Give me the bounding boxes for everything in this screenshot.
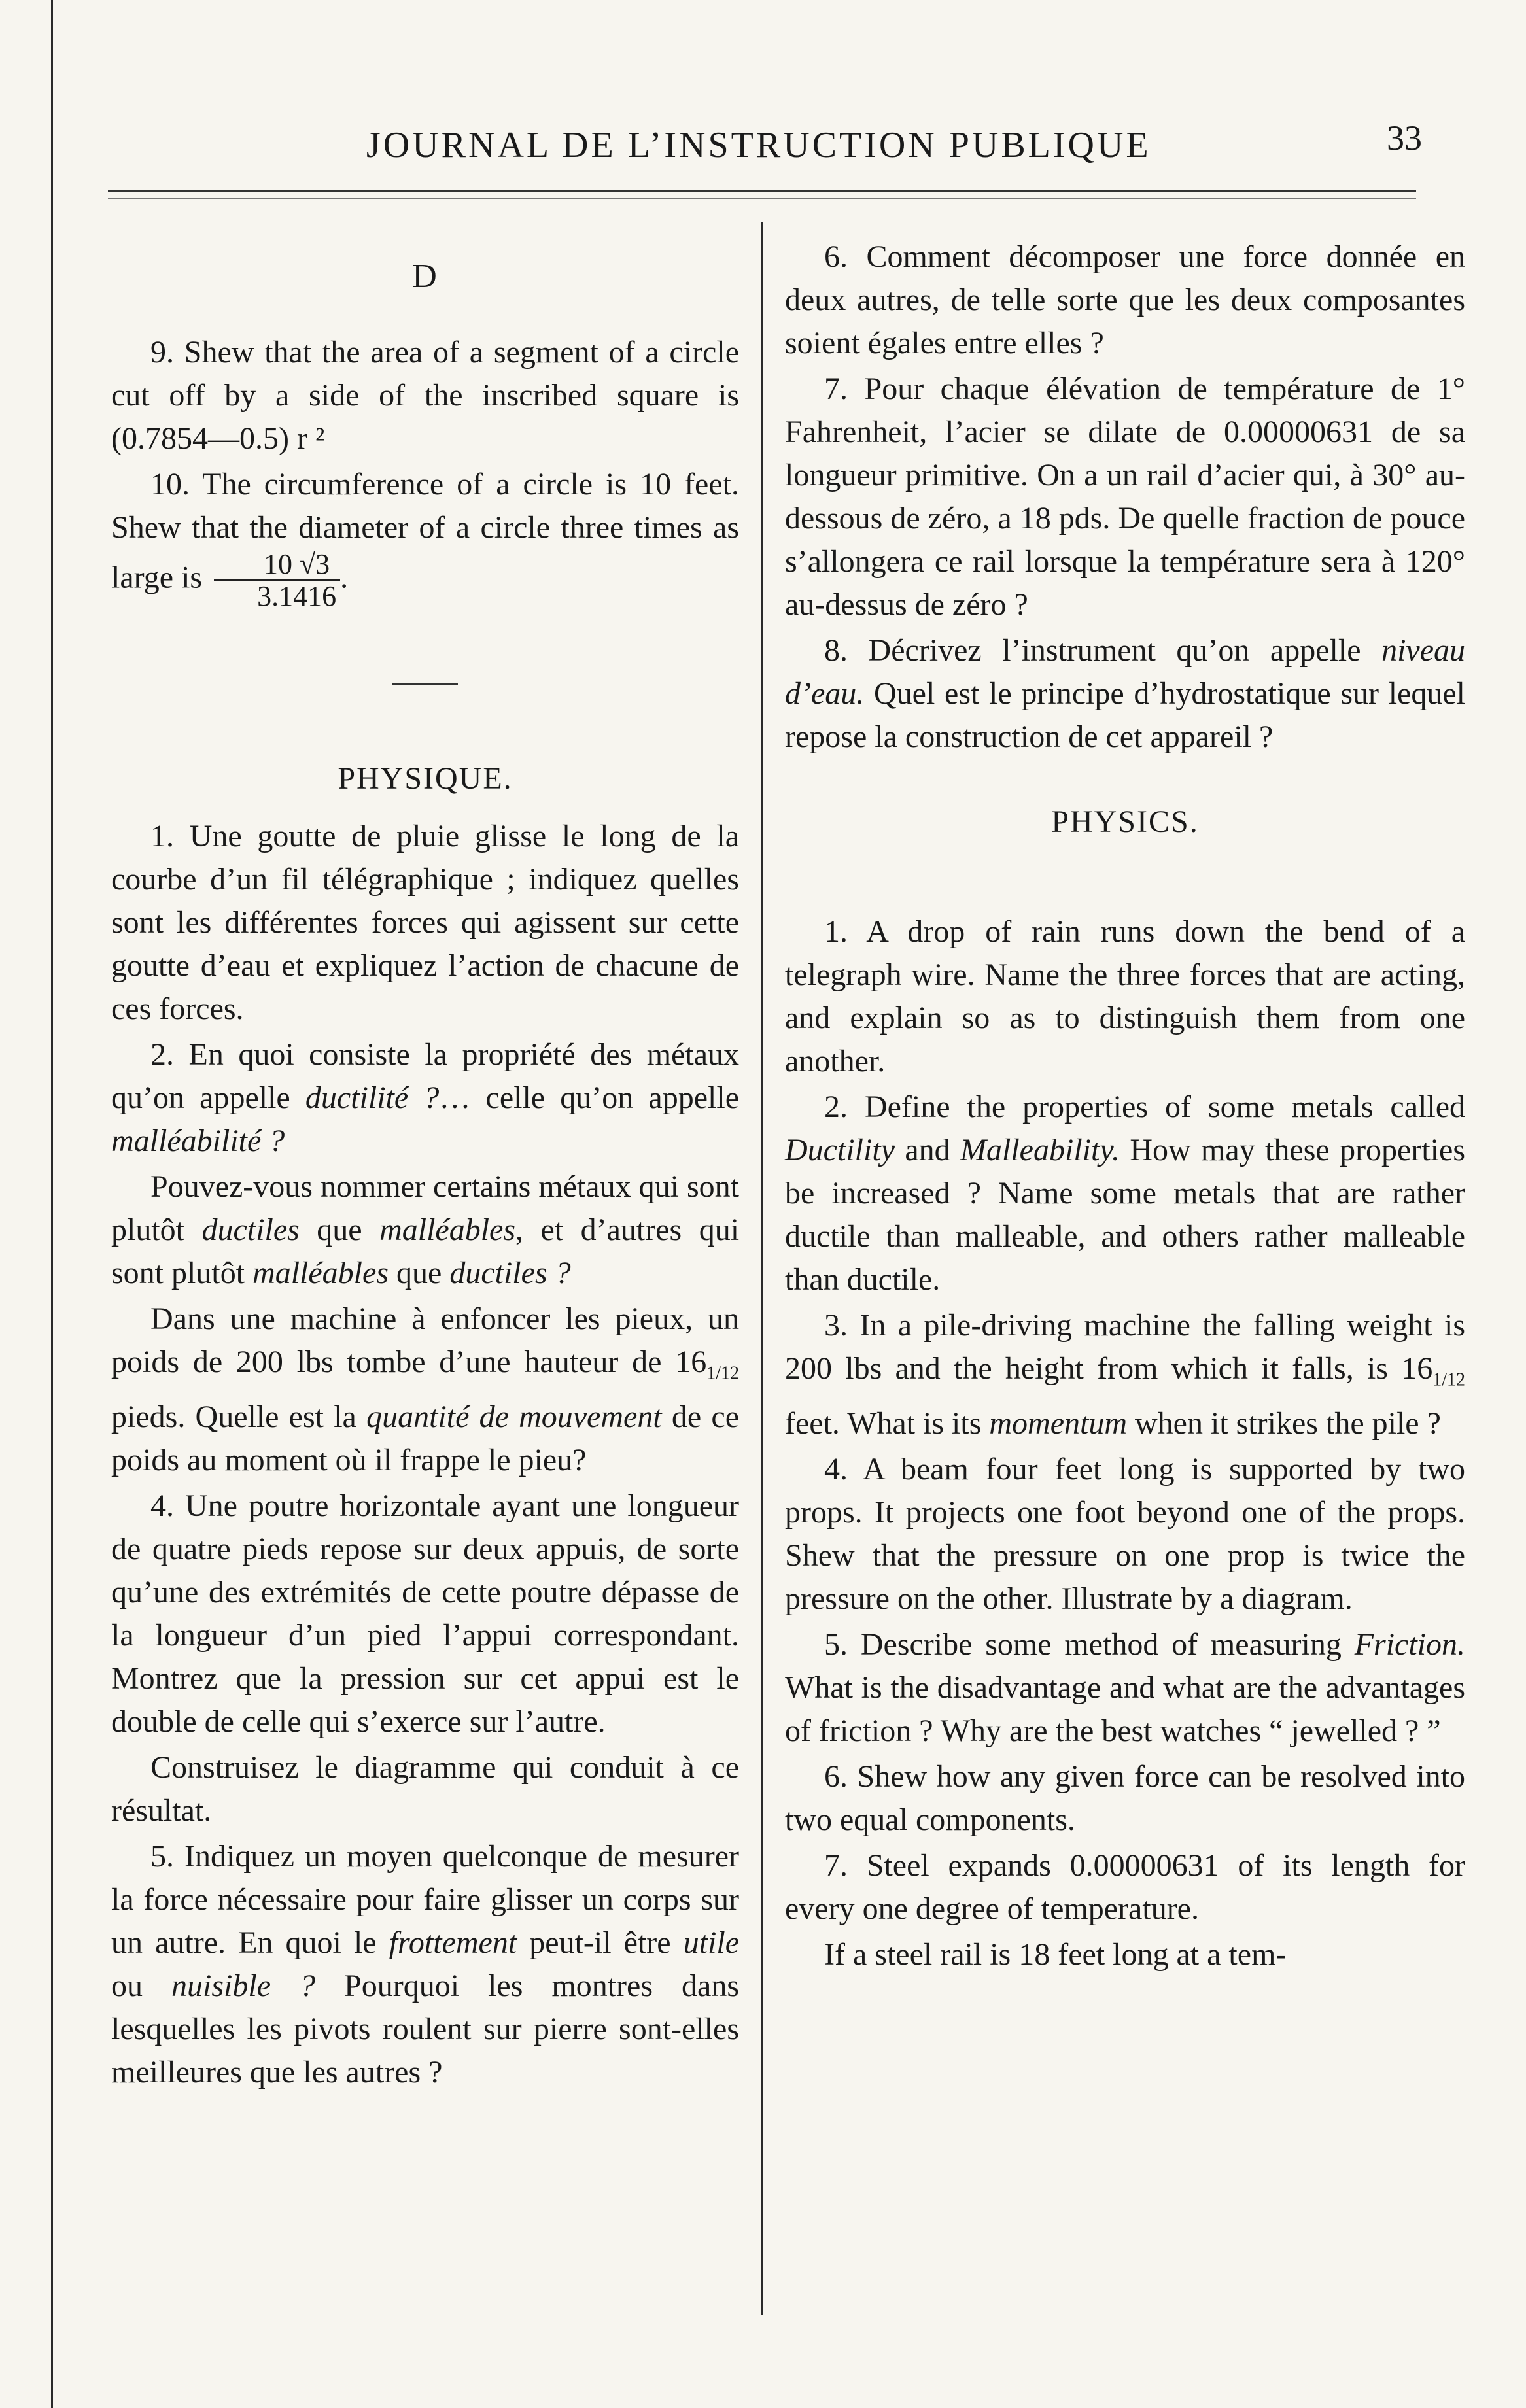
physics-question-6: 6. Shew how any given force can be resolved into two equal components. [785,1759,1465,1837]
running-header: JOURNAL DE L’INSTRUCTION PUBLIQUE [366,125,1151,165]
whole-part: 16 [675,1345,707,1379]
text-run: 5. Describe some method of measuring [824,1626,1342,1662]
left-column [111,235,739,2097]
left-margin-line [51,0,53,2408]
physique-question-4: 4. Une poutre horizontale ayant une longueur de quatre pieds repose sur deux appuis, de sorte qu’une des extrémités de cette poutre dépasse de la longueur d’un pied l’appui correspondant. Montrez que la pression sur cet appui est le double de celle qui s’exerce sur l’autre. [111,1488,739,1739]
text-run: que [317,1213,362,1247]
term-ductiles: ductiles [201,1213,300,1247]
term-malleables: malléables [252,1256,389,1290]
right-column [785,235,1465,1979]
text-run: , et d’autres qui sont plutôt [111,1213,740,1290]
fraction-denominator: 3.1416 [257,580,337,612]
text-run: 3. In a pile-driving machine the falling weight is 200 lbs and the height from which it falls, is [785,1308,1465,1386]
term-nuisible: nuisible ? [171,1968,316,2003]
header-rule-thin [108,198,1416,199]
text-run: when it strikes the pile ? [1135,1405,1441,1441]
physics-question-5 [785,1623,1465,1753]
text-run: 5. Indiquez un moyen quelconque de mesurer la force nécessaire pour faire glisser un corps sur un autre. En quoi le [111,1838,739,1960]
column-separator [761,222,763,2315]
text-run: What is the disadvantage and what are the advantages of friction ? Why are the best watches “ jewelled ? ” [785,1670,1465,1748]
physique-question-7: 7. Pour chaque élévation de température de 1° Fahrenheit, l’acier se dilate de 0.00000631 de sa longueur primitive. On a un rail d’acier qui, à 30° au-dessous de zéro, a 18 pds. De quelle fraction de pouce s’allongera ce rail lorsque la température sera à 120° au-dessus de zéro ? [785,371,1465,622]
question-10: 10. The circumference of a circle is 10 feet. Shew that the diameter of a circle three times as large is $\frac{10 √3}{3.1416}$ . [111,467,739,612]
term-malleables: malléables [379,1213,516,1247]
spacer [785,858,1465,910]
term-ductility: Ductility [785,1133,895,1167]
text-run: 2. En quoi consiste la propriété des métaux qu’on appelle [111,1037,739,1115]
spacer [785,761,1465,800]
term-utile: utile [683,1925,740,1960]
physique-question-1: 1. Une goutte de pluie glisse le long de la courbe d’un fil télégraphique ; indiquez quelles sont les différentes forces qui agissent sur cette goutte d’eau et expliquez l’action de chacune de ces forces. [111,819,739,1026]
term-malleabilite: malléabilité ? [111,1124,285,1158]
text-run: peut-il être [529,1925,671,1960]
physics-question-4: 4. A beam four feet long is supported by two props. It projects one foot beyond one of the props. Shew that the pressure on one prop is twice the pressure on the other. Illustrate by a diagram. [785,1451,1465,1616]
question-9: 9. Shew that the area of a segment of a circle cut off by a side of the inscribed square is (0.7854—0.5) r ² [111,335,739,456]
physics-question-3 [785,1304,1465,1445]
physics-question-7-cont: If a steel rail is 18 feet long at a tem- [824,1936,1287,1972]
section-heading-physique: PHYSIQUE. [338,761,513,796]
text-run: que [396,1256,442,1290]
fraction-part: 1/12 [706,1363,739,1384]
physique-question-4-cont: Construisez le diagramme qui conduit à ce résultat. [111,1749,739,1828]
section-divider-dash [392,683,458,685]
term-malleability: Malleability. [960,1133,1120,1167]
physique-question-3 [111,1298,739,1482]
physique-question-2 [111,1033,739,1163]
term-niveau-deau: niveau d’eau. [785,633,1466,711]
text-run: and [905,1133,950,1167]
section-heading-d: D [412,258,438,295]
mixed-number [675,1345,739,1384]
physics-question-1: 1. A drop of rain runs down the bend of a telegraph wire. Name the three forces that are acting, and explain so as to distinguish them from one another. [785,914,1465,1078]
text-run: pieds. Quelle est la [111,1399,356,1434]
section-heading-physics: PHYSICS. [1051,804,1199,839]
physique-question-6: 6. Comment décomposer une force donnée en deux autres, de telle sorte que les deux composantes soient égales entre elles ? [785,239,1465,360]
whole-part: 16 [1401,1351,1433,1386]
mixed-number [1401,1351,1465,1390]
text-run: How may these properties be increased ? Name some metals that are rather ductile than malleable, and others rather malleable than ductile. [785,1133,1465,1297]
physics-question-7: 7. Steel expands 0.00000631 of its length for every one degree of temperature. [785,1848,1465,1926]
text-run: 2. Define the properties of some metals called [824,1090,1465,1124]
text-run: Pouvez-vous nommer certains métaux qui sont plutôt [111,1169,739,1247]
term-quantite-de-mouvement: quantité de mouvement [366,1399,662,1434]
header-rule [108,190,1416,192]
question-10-fraction [214,549,340,611]
fraction-numerator: 10 √3 [214,549,340,581]
term-friction: Friction. [1354,1626,1465,1662]
question-10-text: 10. The circumference of a circle is 10 feet. Shew that the diameter of a circle three times as large is [111,467,739,595]
term-momentum: momentum [989,1405,1128,1441]
term-frottement: frottement [389,1925,517,1960]
text-run: Dans une machine à enfoncer les pieux, un poids de 200 lbs tombe d’une hauteur de [111,1301,739,1379]
text-run: Pourquoi les montres dans lesquelles les pivots roulent sur pierre sont-elles meilleures que les autres ? [111,1968,740,2090]
term-ductilite: ductilité ? [305,1080,440,1115]
text-run: ou [111,1968,143,2003]
text-run: Quel est le principe d’hydrostatique sur lequel repose la construction de cet appareil ? [785,676,1466,754]
physique-question-8 [785,629,1465,759]
text-run: de ce poids au moment où il frappe le pieu? [111,1399,740,1477]
text-run: 8. Décrivez l’instrument qu’on appelle [824,633,1361,668]
term-ductiles: ductiles ? [449,1256,571,1290]
physique-question-2-cont [111,1165,739,1295]
text-run: feet. What is its [785,1405,982,1441]
text-run: … celle qu’on appelle [439,1080,739,1115]
physique-question-5 [111,1835,739,2094]
page-number: 33 [1387,118,1422,158]
physics-question-2 [785,1086,1465,1301]
fraction-part: 1/12 [1432,1369,1465,1390]
